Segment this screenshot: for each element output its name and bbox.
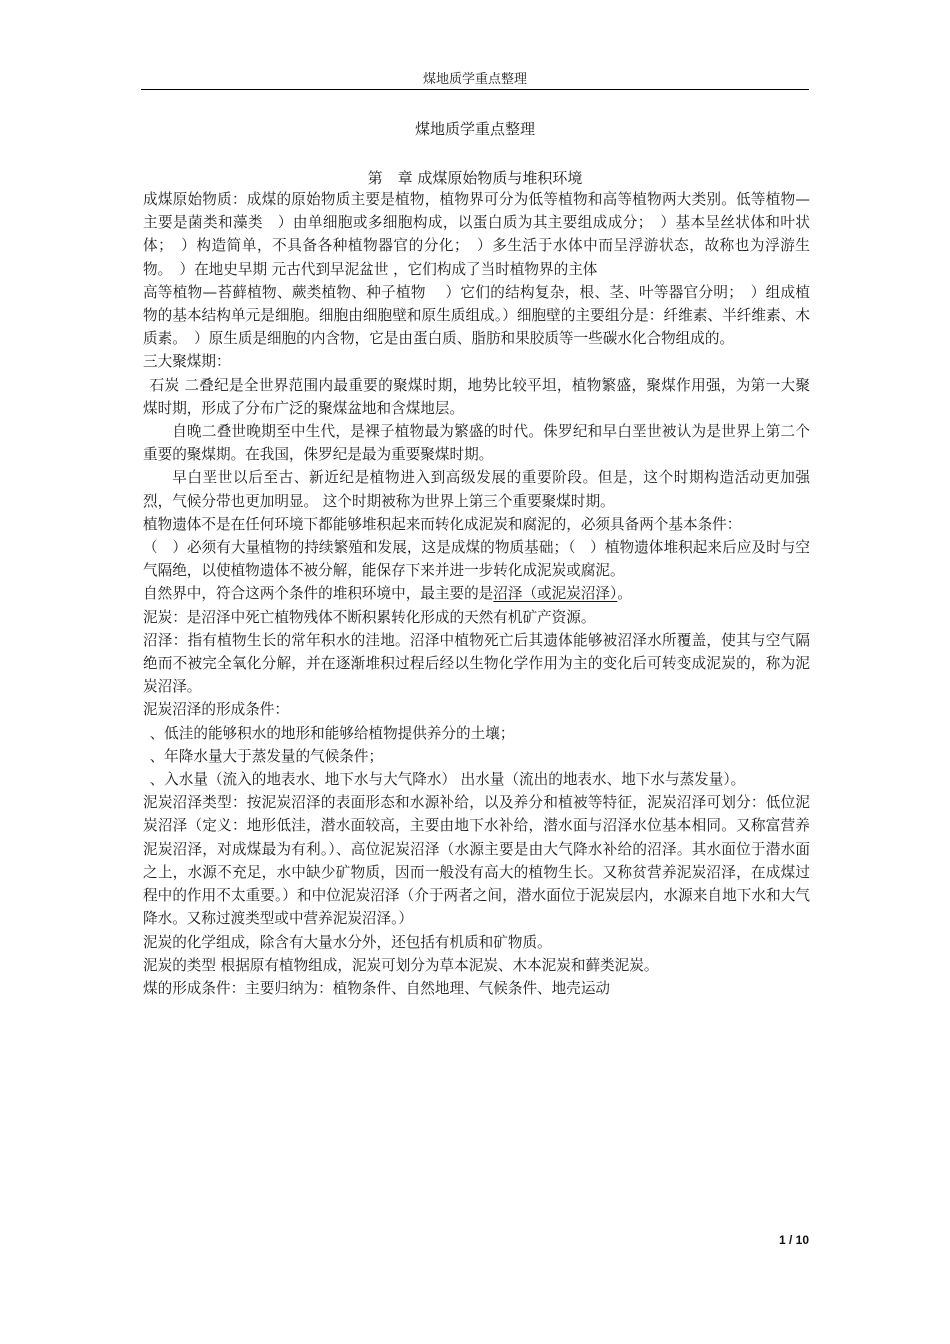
running-header: 煤地质学重点整理 xyxy=(422,72,527,87)
page-number: 1 / 10 xyxy=(778,1233,809,1247)
paragraph-peat-types: 泥炭的类型 根据原有植物组成，泥炭可划分为草本泥炭、木本泥炭和藓类泥炭。 xyxy=(143,956,659,974)
paragraph-two-conditions: （ ）必须有大量植物的持续繁殖和发展，这是成煤的物质基础；（ ）植物遗体堆积起来后应及时与空气隔绝，以使植物遗体不被分解，能保存下来并进一步转化成泥炭或腐泥。 xyxy=(143,539,810,580)
paragraph-third-coal-period: 早白垩世以后至古、新近纪是植物进入到高级发展的重要阶段。但是，这个时期构造活动更加强烈，气候分带也更加明显。 这个时期被称为世界上第三个重要聚煤时期。 xyxy=(143,469,810,510)
paragraph-main-environment xyxy=(143,582,810,605)
paragraph-higher-plants: 高等植物—苔藓植物、蕨类植物、种子植物 ）它们的结构复杂，根、茎、叶等器官分明； ）组成植物的基本结构单元是细胞。细胞由细胞壁和原生质组成。）细胞壁的主要组分是：纤维素、半纤维素、木质素。 ）原生质是细胞的内含物，它是由蛋白质、脂肪和果胶质等一些碳水化合物组成的。 xyxy=(143,283,810,348)
paragraph-peat-definition: 泥炭：是沼泽中死亡植物残体不断积累转化形成的天然有机矿产资源。 xyxy=(143,608,596,626)
paragraph-peat-swamp-types: 泥炭沼泽类型：按泥炭沼泽的表面形态和水源补给，以及养分和植被等特征，泥炭沼泽可划分：低位泥炭沼泽（定义：地形低洼，潜水面较高，主要由地下水补给，潜水面与沼泽水位基本相同。又称富营养泥炭沼泽，对成煤最为有利。）、高位泥炭沼泽（水源主要是由大气降水补给的沼泽。其水面位于潜水面之上，水源不充足，水中缺少矿物质，因而一般没有高大的植物生长。又称贫营养泥炭沼泽，在成煤过程中的作用不太重要。）和中位泥炭沼泽（介于两者之间，潜水面位于泥炭层内，水源来自地下水和大气降水。又称过渡类型或中营养泥炭沼泽。） xyxy=(143,794,810,928)
paragraph-coal-formation-conditions: 煤的形成条件：主要归纳为：植物条件、自然地理、气候条件、地壳运动 xyxy=(143,979,611,997)
header-divider xyxy=(141,89,809,90)
document-title: 煤地质学重点整理 xyxy=(414,120,535,138)
paragraph-first-coal-period: 石炭 二叠纪是全世界范围内最重要的聚煤时期，地势比较平坦，植物繁盛，聚煤作用强，为第一大聚煤时期，形成了分布广泛的聚煤盆地和含煤地层。 xyxy=(143,376,810,417)
document-body xyxy=(143,188,810,1000)
list-item-condition-water-balance: 、入水量（流入的地表水、地下水与大气降水） 出水量（流出的地表水、地下水与蒸发量）。 xyxy=(149,771,746,789)
environment-term-swamp: 沼泽（或泥炭沼泽） xyxy=(493,585,618,603)
paragraph-three-coal-periods-heading: 三大聚煤期： xyxy=(143,353,231,371)
chapter-title: 第 章 成煤原始物质与堆积环境 xyxy=(367,169,583,187)
environment-sentence-prefix: 自然界中，符合这两个条件的堆积环境中，最主要的是 xyxy=(143,585,494,603)
paragraph-peat-chemistry: 泥炭的化学组成，除含有大量水分外，还包括有机质和矿物质。 xyxy=(143,933,552,951)
paragraph-swamp-definition: 沼泽：指有植物生长的常年积水的洼地。沼泽中植物死亡后其遗体能够被沼泽水所覆盖，使其与空气隔绝而不被完全氧化分解，并在逐渐堆积过程后经以生物化学作用为主的变化后可转变成泥炭的，称为泥炭沼泽。 xyxy=(143,631,810,696)
list-item-condition-terrain: 、低洼的能够积水的地形和能够给植物提供养分的土壤； xyxy=(149,724,515,742)
paragraph-second-coal-period: 自晚二叠世晚期至中生代，是裸子植物最为繁盛的时代。侏罗纪和早白垩世被认为是世界上第二个重要的聚煤期。在我国，侏罗纪是最为重要聚煤时期。 xyxy=(143,423,810,464)
paragraph-peat-swamp-conditions-heading: 泥炭沼泽的形成条件： xyxy=(143,701,289,719)
paragraph-coal-forming-materials: 成煤原始物质：成煤的原始物质主要是植物，植物界可分为低等植物和高等植物两大类别。低等植物—主要是菌类和藻类 ）由单细胞或多细胞构成，以蛋白质为其主要组成成分； ）基本呈丝状体和叶状体； ）构造简单，不具备各种植物器官的分化； ）多生活于水体中而呈浮游状态，故称也为浮游生物。 ）在地史早期 元古代到早泥盆世 ，它们构成了当时植物界的主体 xyxy=(143,191,810,278)
list-item-condition-climate: 、年降水量大于蒸发量的气候条件； xyxy=(149,747,384,765)
environment-sentence-suffix: 。 xyxy=(617,585,632,603)
paragraph-two-conditions-intro: 植物遗体不是在任何环境下都能够堆积起来而转化成泥炭和腐泥的，必须具备两个基本条件： xyxy=(143,515,742,533)
